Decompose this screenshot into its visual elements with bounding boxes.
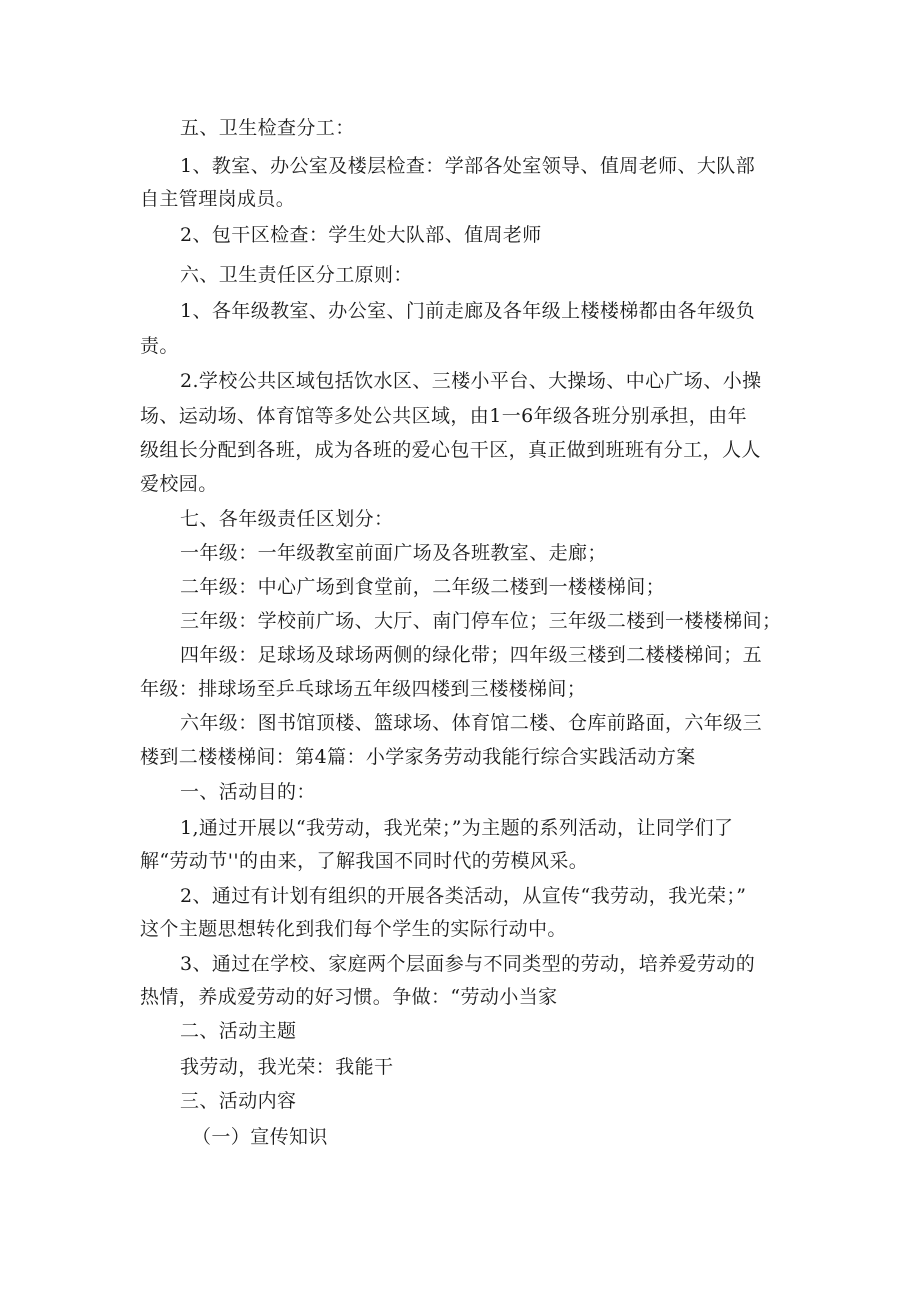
section-heading-5: 五、卫生检查分工： [180,117,355,139]
paragraph-line: 2.学校公共区域包括饮水区、三楼小平台、大操场、中心广场、小操 [180,370,762,392]
paragraph-line: 场、运动场、体育馆等多处公共区域，由1一6年级各班分别承担，由年 [140,405,747,427]
paragraph-line: 爱校园。 [140,473,218,495]
section-heading-6: 六、卫生责任区分工原则： [180,264,413,286]
paragraph-line: 1、教室、办公室及楼层检查：学部各处室领导、值周老师、大队部 [180,155,756,177]
paragraph-line: 年级：排球场至乒乓球场五年级四楼到三楼楼梯间； [140,678,587,700]
paragraph-line: 2、包干区检查：学生处大队部、值周老师 [180,224,542,246]
paragraph-line: 我劳动，我光荣：我能干 [180,1056,394,1078]
paragraph-line: 1,通过开展以“我劳动，我光荣；”为主题的系列活动，让同学们了 [180,817,734,839]
section-heading-content: 三、活动内容 [180,1090,297,1112]
paragraph-line: 2、通过有计划有组织的开展各类活动，从宣传“我劳动，我光荣；” [180,885,747,907]
paragraph-line: 级组长分配到各班，成为各班的爱心包干区，真正做到班班有分工，人人 [140,439,761,461]
paragraph-line: 三年级：学校前广场、大厅、南门停车位；三年级二楼到一楼楼梯间； [180,610,782,632]
paragraph-line: 六年级：图书馆顶楼、篮球场、体育馆二楼、仓库前路面，六年级三 [180,712,763,734]
paragraph-line: 解“劳动节''的由来，了解我国不同时代的劳模风采。 [140,850,589,872]
paragraph-line: 一年级：一年级教室前面广场及各班教室、走廊； [180,542,607,564]
paragraph-line: 3、通过在学校、家庭两个层面参与不同类型的劳动，培养爱劳动的 [180,953,756,975]
paragraph-line: 这个主题思想转化到我们每个学生的实际行动中。 [140,918,567,940]
paragraph-line: 热情，养成爱劳动的好习惯。争做：“劳动小当家 [140,986,558,1008]
section-heading-theme: 二、活动主题 [180,1020,297,1042]
paragraph-line: 自主管理岗成员。 [140,188,296,210]
section-heading-7: 七、各年级责任区划分： [180,508,394,530]
paragraph-line: 1、各年级教室、办公室、门前走廊及各年级上楼楼梯都由各年级负 [180,300,756,322]
paragraph-line: 楼到二楼楼梯间：第4篇：小学家务劳动我能行综合实践活动方案 [140,746,696,768]
paragraph-line: 责。 [140,335,179,357]
subsection-heading: （一）宣传知识 [192,1126,328,1148]
paragraph-line: 二年级：中心广场到食堂前，二年级二楼到一楼楼梯间； [180,576,666,598]
paragraph-line: 四年级：足球场及球场两侧的绿化带；四年级三楼到二楼楼梯间；五 [180,644,763,666]
section-heading-purpose: 一、活动目的： [180,781,316,803]
